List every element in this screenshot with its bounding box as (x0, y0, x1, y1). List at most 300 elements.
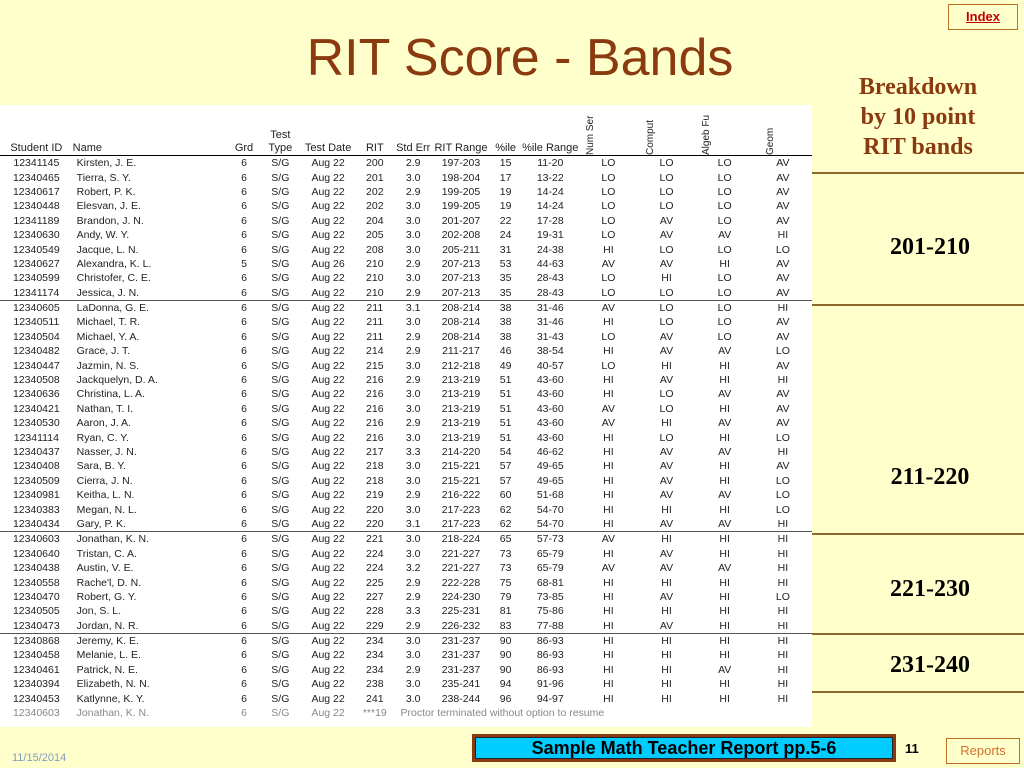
table-cell: 6 (241, 388, 247, 401)
table-cell: 14-24 (536, 185, 564, 198)
table-row (0, 663, 812, 677)
table-cell: 2.9 (405, 286, 421, 299)
table-cell: 46 (499, 345, 512, 358)
table-cell: 38 (499, 316, 512, 329)
table-cell: 6 (241, 286, 247, 299)
table-cell: LO (717, 330, 732, 343)
table-cell: HI (579, 633, 637, 648)
table-cell: LO (775, 489, 790, 502)
table-cell: 5 (241, 257, 247, 270)
table-cell: S/G (271, 619, 290, 632)
table-cell: 73 (499, 562, 512, 575)
table-row (0, 619, 812, 634)
table-cell: HI (637, 633, 695, 648)
table-cell: HI (754, 633, 812, 648)
table-cell: Aug 22 (311, 619, 345, 632)
table-cell: 6 (241, 200, 247, 213)
table-cell: 2.9 (405, 374, 421, 387)
table-cell: AV (601, 402, 616, 415)
table-row (0, 228, 812, 242)
table-cell: 225-231 (441, 605, 481, 618)
table-cell: 235-241 (441, 678, 481, 691)
table-row (0, 242, 812, 256)
table-cell: Jonathan, K. N. (73, 532, 229, 547)
table-cell: 216-222 (441, 489, 481, 502)
table-row (0, 156, 812, 171)
table-cell: 38 (490, 300, 521, 315)
table-cell: 2.9 (405, 417, 421, 430)
table-cell: 218-224 (432, 532, 490, 547)
table-cell: S/G (271, 678, 290, 691)
table-cell: 211 (366, 316, 384, 329)
table-cell: AV (659, 460, 674, 473)
table-cell: 2.9 (405, 590, 421, 603)
table-cell: 6 (241, 330, 247, 343)
table-cell: 215 (366, 359, 384, 372)
table-cell: HI (719, 547, 730, 560)
table-cell: HI (777, 576, 789, 589)
table-cell: Rache'l, D. N. (76, 576, 142, 589)
table-cell: 57-73 (521, 532, 579, 547)
table-cell: AV (776, 316, 790, 329)
table-cell: 216 (366, 417, 384, 430)
table-cell: 6 (241, 402, 247, 415)
band-divider (810, 304, 1024, 306)
table-cell: S/G (271, 503, 290, 516)
table-cell: S/G (271, 562, 290, 575)
table-cell: 83 (499, 619, 512, 632)
table-cell: 3.0 (405, 359, 421, 372)
table-row (0, 330, 812, 344)
table-cell: S/G (271, 243, 290, 256)
table-cell: Michael, T. R. (76, 316, 141, 329)
table-row (0, 271, 812, 285)
table-cell: AV (776, 460, 790, 473)
table-cell: 224 (366, 562, 384, 575)
table-row (0, 677, 812, 691)
table-cell: 3.0 (405, 474, 421, 487)
table-cell: 90 (490, 633, 521, 648)
table-cell: HI (661, 359, 672, 372)
table-row (0, 185, 812, 199)
table-cell: HI (777, 547, 789, 560)
table-cell: 215-221 (441, 474, 481, 487)
table-cell: 17 (499, 171, 512, 184)
table-cell: 12340599 (12, 272, 60, 285)
table-cell: Jon, S. L. (76, 605, 122, 618)
table-cell: S/G (260, 532, 302, 547)
table-cell: HI (777, 229, 789, 242)
table-cell: 57 (499, 474, 512, 487)
table-cell: Christina, L. A. (76, 388, 145, 401)
table-cell: 6 (241, 619, 247, 632)
col-comput: Comput (637, 105, 695, 156)
table-cell: 94 (499, 678, 512, 691)
table-cell: LO (775, 503, 790, 516)
table-cell: AV (659, 474, 674, 487)
table-cell: HI (661, 503, 672, 516)
table-cell: Elesvan, J. E. (76, 200, 141, 213)
table-cell: Alexandra, K. L. (76, 257, 152, 270)
table-cell: 6 (241, 707, 247, 720)
table-cell: AV (718, 663, 732, 676)
table-cell: Aug 22 (311, 663, 345, 676)
table-cell: S/G (260, 300, 302, 315)
table-cell: AV (659, 562, 674, 575)
table-cell: HI (719, 605, 730, 618)
table-cell: Aaron, J. A. (76, 417, 131, 430)
table-cell: 49-65 (536, 474, 564, 487)
table-cell: 210 (366, 257, 384, 270)
table-cell: 12341174 (13, 286, 60, 299)
table-cell: HI (696, 532, 754, 547)
table-cell: AV (659, 214, 674, 227)
table-cell: LO (601, 185, 616, 198)
table-cell: Aug 22 (311, 272, 345, 285)
table-cell: 54-70 (536, 503, 564, 516)
table-cell: 221-227 (441, 562, 481, 575)
table-cell: AV (659, 547, 674, 560)
table-cell: HI (603, 590, 614, 603)
table-cell: S/G (260, 633, 302, 648)
table-cell: 19 (499, 185, 512, 198)
table-cell: 51 (499, 417, 512, 430)
table-cell: AV (776, 402, 790, 415)
table-cell: LO (601, 229, 616, 242)
table-cell: 6 (241, 663, 247, 676)
table-cell: 91-96 (536, 678, 564, 691)
table-cell: AV (718, 345, 732, 358)
table-cell: 6 (241, 649, 247, 662)
table-cell: 24 (499, 229, 512, 242)
table-cell: 6 (241, 562, 247, 575)
table-cell: HI (661, 692, 672, 705)
table-cell: LO (696, 300, 754, 315)
table-cell: AV (659, 489, 674, 502)
table-cell: HI (754, 532, 812, 547)
table-cell: HI (719, 649, 730, 662)
table-cell: 205-211 (442, 243, 480, 256)
table-cell: S/G (271, 460, 290, 473)
table-cell: LO (601, 286, 616, 299)
col-test-type: Test Type (260, 105, 302, 156)
table-cell: S/G (271, 388, 290, 401)
band-divider (810, 172, 1024, 174)
table-cell: 3.0 (405, 503, 421, 516)
table-cell: HI (603, 605, 614, 618)
table-cell: 51-68 (536, 489, 564, 502)
table-cell: AV (579, 300, 637, 315)
table-cell: AV (776, 214, 790, 227)
table-cell: S/G (271, 547, 290, 560)
table-cell: 94-97 (536, 692, 564, 705)
table-cell: 12340617 (12, 185, 60, 198)
table-cell: HI (661, 678, 672, 691)
table-cell: Jeremy, K. E. (73, 633, 229, 648)
table-cell: HI (719, 431, 730, 444)
table-cell: LO (659, 286, 674, 299)
table-cell: HI (719, 692, 730, 705)
table-cell: Aug 22 (311, 171, 345, 184)
table-cell: 14-24 (536, 200, 564, 213)
table-cell: LO (717, 286, 732, 299)
table-cell: Austin, V. E. (76, 562, 134, 575)
table-cell: Aug 22 (311, 474, 345, 487)
table-cell: HI (603, 460, 614, 473)
table-cell: 51 (499, 431, 512, 444)
table-cell: S/G (271, 286, 290, 299)
table-cell: Aug 22 (301, 532, 355, 547)
table-cell: Aug 22 (311, 214, 345, 227)
table-cell: 2.9 (405, 576, 421, 589)
table-cell: 6 (241, 517, 247, 530)
table-cell: 12340448 (12, 200, 60, 213)
table-cell: 217-223 (441, 503, 481, 516)
table-cell: 13-22 (536, 171, 564, 184)
col-rit: RIT (355, 105, 394, 156)
table-cell: HI (777, 678, 789, 691)
table-cell: HI (661, 605, 672, 618)
table-cell: 3.0 (405, 692, 421, 705)
table-cell: 6 (241, 345, 247, 358)
table-cell: HI (603, 663, 614, 676)
table-cell: 220 (366, 503, 384, 516)
table-cell: 6 (241, 503, 247, 516)
table-cell: AV (776, 388, 790, 401)
table-cell: 68-81 (536, 576, 564, 589)
table-cell: AV (659, 619, 674, 632)
table-cell: AV (659, 330, 674, 343)
table-cell: LO (659, 157, 674, 170)
table-cell: 43-60 (536, 417, 564, 430)
table-cell: 12340605 (0, 300, 73, 315)
table-cell: Jordan, N. R. (76, 619, 139, 632)
table-cell: 2.9 (405, 489, 421, 502)
table-cell: Aug 22 (311, 547, 345, 560)
table-cell: LO (601, 359, 616, 372)
table-cell: 38-54 (536, 345, 564, 358)
table-cell: AV (718, 446, 732, 458)
table-cell: 19-31 (536, 229, 564, 242)
table-cell: Aug 22 (301, 633, 355, 648)
table-cell: 210 (366, 272, 384, 285)
table-cell: 43-60 (536, 402, 564, 415)
table-cell: Aug 22 (311, 388, 345, 401)
table-cell: 6 (241, 243, 247, 256)
table-cell: AV (776, 157, 790, 170)
table-cell: Grace, J. T. (76, 345, 131, 358)
table-cell: LO (775, 345, 790, 358)
table-cell: S/G (271, 345, 290, 358)
table-cell: S/G (271, 200, 290, 213)
table-cell: HI (603, 576, 614, 589)
table-cell: 231-237 (441, 663, 481, 676)
table-cell: LO (659, 431, 674, 444)
table-row (0, 387, 812, 401)
table-cell: LO (659, 200, 674, 213)
table-cell: 31 (499, 243, 512, 256)
table-cell: 208-214 (441, 330, 481, 343)
table-cell: 208-214 (432, 300, 490, 315)
table-cell: 12340465 (12, 171, 60, 184)
table-cell: HI (719, 460, 730, 473)
table-cell: 12340603 (0, 532, 73, 547)
table-cell: HI (777, 649, 789, 662)
table-cell: 214-220 (441, 446, 481, 458)
table-cell: 12340438 (12, 562, 60, 575)
reports-button[interactable]: Reports (946, 738, 1020, 764)
table-cell: 6 (241, 359, 247, 372)
report-table-image (0, 105, 812, 727)
table-cell: 3.0 (405, 678, 421, 691)
table-cell: 3.0 (405, 431, 421, 444)
table-cell: 6 (241, 374, 247, 387)
table-cell: HI (696, 633, 754, 648)
table-cell: HI (603, 446, 614, 458)
table-cell: 44-63 (536, 257, 564, 270)
table-cell: 200 (366, 157, 384, 170)
table-cell: HI (603, 547, 614, 560)
table-cell: Aug 22 (311, 330, 345, 343)
table-row (0, 547, 812, 561)
table-cell: HI (777, 446, 789, 458)
table-cell: LO (659, 243, 674, 256)
table-cell: Tierra, S. Y. (76, 171, 131, 184)
table-cell: 73 (499, 547, 512, 560)
table-row (0, 604, 812, 618)
sample-report-label[interactable]: Sample Math Teacher Report pp.5-6 (475, 737, 893, 759)
table-cell: 241 (366, 692, 384, 705)
table-cell: 215-221 (441, 460, 481, 473)
table-cell: HI (719, 374, 730, 387)
table-cell: AV (659, 345, 674, 358)
table-cell: 228 (366, 605, 384, 618)
table-cell: 216 (366, 431, 384, 444)
table-cell: HI (603, 517, 614, 530)
table-cell: Aug 22 (311, 316, 345, 329)
table-cell: 2.9 (405, 185, 421, 198)
table-cell: HI (719, 678, 730, 691)
table-cell: HI (777, 605, 789, 618)
table-cell: LaDonna, G. E. (73, 300, 229, 315)
table-cell: Aug 22 (311, 576, 345, 589)
table-cell: 3.0 (405, 316, 421, 329)
table-cell: AV (659, 446, 674, 458)
table-cell: HI (754, 300, 812, 315)
table-cell: Aug 22 (311, 243, 345, 256)
table-cell: 234 (366, 663, 384, 676)
table-cell: 213-219 (441, 402, 481, 415)
table-cell: 216 (366, 388, 384, 401)
table-cell: 86-93 (521, 633, 579, 648)
table-cell: 12340868 (0, 633, 73, 648)
table-cell: 12340473 (12, 619, 60, 632)
table-cell: AV (776, 171, 790, 184)
table-cell: 65-79 (536, 547, 564, 560)
table-cell: 75 (499, 576, 512, 589)
table-cell: 3.0 (405, 272, 421, 285)
table-cell: 3.0 (405, 460, 421, 473)
table-cell: 12340447 (12, 359, 60, 372)
table-cell: Jessica, J. N. (76, 286, 140, 299)
table-cell: AV (601, 417, 616, 430)
table-cell: S/G (271, 517, 290, 530)
table-cell: 231-237 (441, 649, 481, 662)
table-cell: Robert, P. K. (76, 185, 136, 198)
table-cell: 224 (366, 547, 384, 560)
table-cell: 31-46 (521, 300, 579, 315)
table-cell: 218 (366, 474, 384, 487)
table-cell: AV (776, 185, 790, 198)
table-cell: LO (775, 431, 790, 444)
table-cell: 2.9 (405, 345, 421, 358)
table-cell: Aug 22 (311, 402, 345, 415)
table-cell: HI (603, 649, 614, 662)
col-name: Name (73, 105, 229, 156)
table-cell: 12340636 (12, 388, 60, 401)
table-cell: 12340470 (12, 590, 60, 603)
table-cell: AV (718, 517, 732, 530)
table-cell: S/G (271, 330, 290, 343)
table-cell: 2.9 (405, 663, 421, 676)
breakdown-line-1: Breakdown (858, 74, 978, 100)
table-cell: 210 (366, 286, 384, 299)
table-cell: 12341145 (13, 157, 60, 170)
table-cell: LO (717, 316, 732, 329)
table-cell: LO (775, 590, 790, 603)
table-cell: Aug 22 (311, 692, 345, 705)
table-cell: 208 (366, 243, 384, 256)
table-cell: 3.0 (405, 171, 421, 184)
table-cell: 207-213 (441, 286, 481, 299)
table-cell: 12340453 (12, 692, 60, 705)
table-cell: 221-227 (441, 547, 481, 560)
table-cell: S/G (271, 489, 290, 502)
sample-report-button[interactable] (472, 734, 896, 762)
table-cell: Michael, Y. A. (76, 330, 140, 343)
table-row (0, 344, 812, 358)
table-cell: HI (719, 359, 730, 372)
table-cell: 211 (366, 330, 384, 343)
table-cell: S/G (271, 707, 290, 720)
table-cell: 199-205 (441, 200, 481, 213)
table-cell: 224-230 (441, 590, 481, 603)
index-button[interactable]: Index (948, 4, 1018, 30)
table-cell: 6 (228, 532, 259, 547)
table-cell: S/G (271, 649, 290, 662)
table-row (0, 517, 812, 532)
table-cell: 201-207 (441, 214, 481, 227)
table-cell: Aug 22 (311, 185, 345, 198)
table-cell: 24-38 (536, 243, 564, 256)
table-cell: Patrick, N. E. (76, 663, 138, 676)
table-cell: 3.3 (405, 605, 421, 618)
table-cell: Sara, B. Y. (76, 460, 126, 473)
table-cell: Aug 22 (311, 649, 345, 662)
table-cell: 65-79 (536, 562, 564, 575)
table-cell: Jacque, L. N. (76, 243, 139, 256)
table-cell: HI (777, 663, 789, 676)
table-cell: 12340505 (12, 605, 60, 618)
table-cell: AV (718, 229, 732, 242)
table-cell: Cierra, J. N. (76, 474, 133, 487)
table-cell: 51 (499, 374, 512, 387)
table-cell: Aug 22 (311, 605, 345, 618)
table-cell: Aug 22 (311, 678, 345, 691)
table-cell: LO (659, 171, 674, 184)
table-cell: S/G (271, 359, 290, 372)
table-row (0, 300, 812, 315)
